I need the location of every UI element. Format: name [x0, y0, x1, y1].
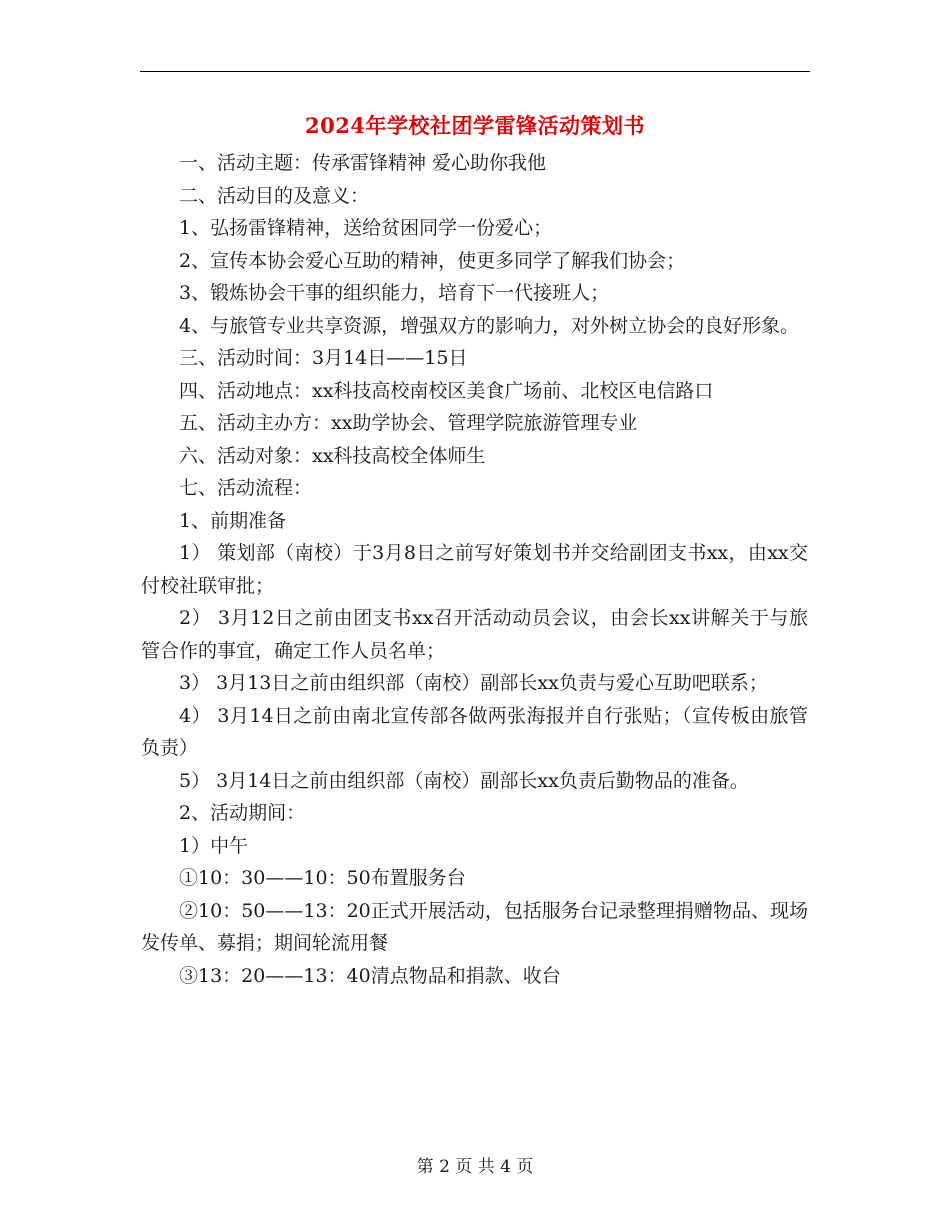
paragraph: ②10：50——13：20正式开展活动，包括服务台记录整理捐赠物品、现场发传单、募捐；期间轮流用餐: [141, 899, 808, 954]
paragraph: 二、活动目的及意义：: [179, 184, 370, 207]
paragraph: 2、宣传本协会爱心互助的精神，使更多同学了解我们协会；: [179, 249, 686, 272]
paragraph: ①10：30——10：50布置服务台: [179, 867, 466, 889]
paragraph: 1、弘扬雷锋精神，送给贫困同学一份爱心；: [179, 217, 553, 239]
paragraph: 五、活动主办方：xx助学协会、管理学院旅游管理专业: [179, 412, 638, 434]
paragraph: 四、活动地点：xx科技高校南校区美食广场前、北校区电信路口: [179, 379, 714, 402]
paragraph: 2） 3月12日之前由团支书xx召开活动动员会议，由会长xx讲解关于与旅管合作的事宜，确定工作人员名单；: [141, 607, 808, 662]
paragraph: 一、活动主题：传承雷锋精神 爱心助你我他: [179, 152, 547, 174]
document-body: [141, 147, 808, 992]
paragraph: 3、锻炼协会干事的组织能力，培育下一代接班人；: [179, 282, 610, 304]
paragraph: 2、活动期间：: [179, 802, 306, 824]
paragraph: 5） 3月14日之前由组织部（南校）副部长xx负责后勤物品的准备。: [179, 769, 749, 792]
paragraph: 1、前期准备: [179, 509, 287, 532]
paragraph: ③13：20——13：40清点物品和捐款、收台: [179, 964, 561, 987]
header-rule: [140, 71, 810, 72]
paragraph: 七、活动流程：: [179, 477, 313, 499]
page-number: 第 2 页 共 4 页: [416, 1157, 534, 1177]
paragraph: 1）中午: [179, 834, 249, 857]
paragraph: 4） 3月14日之前由南北宣传部各做两张海报并自行张贴；（宣传板由旅管负责）: [141, 704, 808, 759]
paragraph: 3） 3月13日之前由组织部（南校）副部长xx负责与爱心互助吧联系；: [179, 672, 768, 694]
document-title: 2024年学校社团学雷锋活动策划书: [305, 113, 645, 138]
paragraph: 1） 策划部（南校）于3月8日之前写好策划书并交给副团支书xx，由xx交付校社联审批；: [141, 542, 808, 597]
paragraph: 三、活动时间：3月14日——15日: [179, 347, 468, 369]
paragraph: 4、与旅管专业共享资源，增强双方的影响力，对外树立协会的良好形象。: [179, 314, 800, 337]
paragraph: 六、活动对象：xx科技高校全体师生: [179, 444, 486, 467]
